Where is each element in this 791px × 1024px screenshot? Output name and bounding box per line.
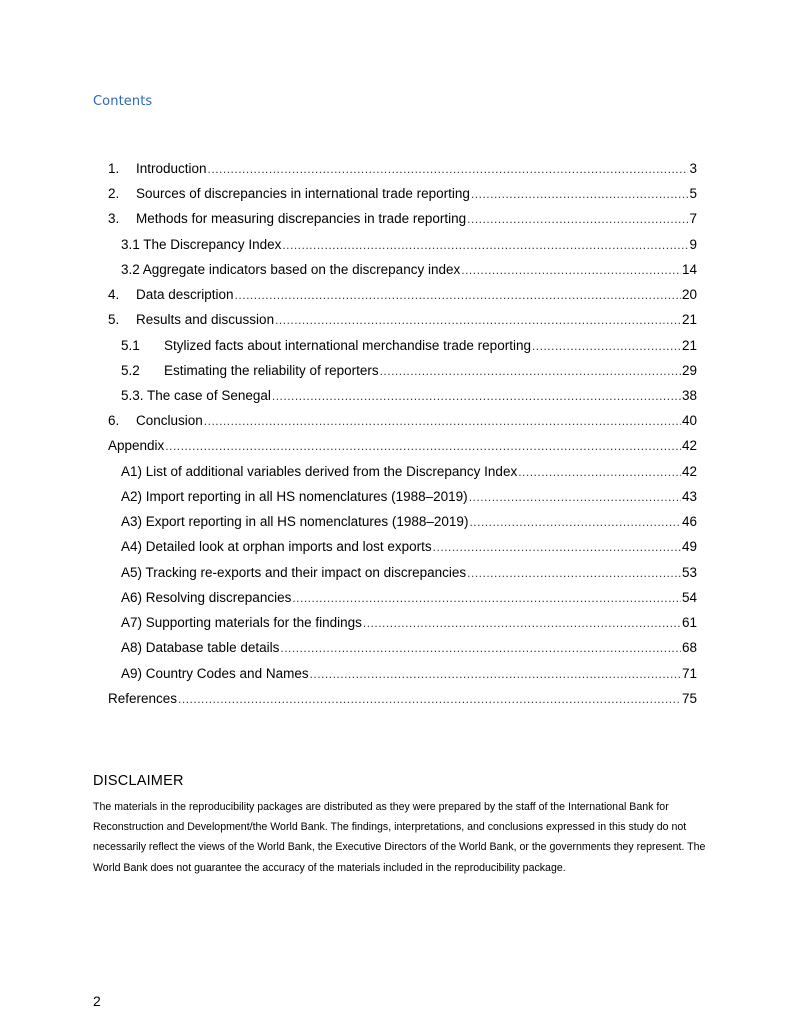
toc-entry-title: A2) Import reporting in all HS nomenclatures (1988–2019) bbox=[121, 489, 468, 504]
toc-entry-a9[interactable] bbox=[121, 666, 697, 682]
toc-leader-dots bbox=[467, 565, 681, 581]
toc-entry-title: Sources of discrepancies in international trade reporting bbox=[136, 186, 470, 201]
toc-leader-dots bbox=[518, 464, 681, 480]
toc-entry-title: A8) Database table details bbox=[121, 640, 280, 655]
toc-entry-title: Data description bbox=[136, 287, 234, 302]
toc-entry-title: References bbox=[108, 691, 178, 706]
toc-entry-title: Results and discussion bbox=[136, 312, 275, 327]
toc-entry-methods[interactable] bbox=[108, 211, 697, 227]
toc-entry-title: A5) Tracking re-exports and their impact on discrepancies bbox=[121, 565, 467, 580]
toc-entry-title: A7) Supporting materials for the findings bbox=[121, 615, 362, 630]
toc-leader-dots bbox=[178, 691, 681, 707]
toc-entry-page: 40 bbox=[681, 413, 697, 428]
toc-entry-page: 61 bbox=[681, 615, 697, 630]
toc-leader-dots bbox=[471, 186, 689, 202]
toc-entry-introduction[interactable] bbox=[108, 161, 697, 177]
toc-entry-sources[interactable] bbox=[108, 186, 697, 202]
toc-entry-title: 3.2 Aggregate indicators based on the discrepancy index bbox=[121, 262, 461, 277]
toc-entry-number: 1. bbox=[108, 161, 120, 176]
toc-entry-a3[interactable] bbox=[121, 514, 697, 530]
toc-entry-references[interactable] bbox=[108, 691, 697, 707]
toc-leader-dots bbox=[380, 363, 681, 379]
toc-entry-page: 7 bbox=[689, 211, 697, 226]
toc-entry-page: 14 bbox=[681, 262, 697, 277]
toc-leader-dots bbox=[469, 489, 681, 505]
toc-leader-dots bbox=[469, 514, 681, 530]
toc-entry-title: Conclusion bbox=[136, 413, 203, 428]
toc-entry-number: 5. bbox=[108, 312, 120, 327]
toc-entry-aggregate-indicators[interactable] bbox=[121, 262, 697, 278]
toc-entry-a7[interactable] bbox=[121, 615, 697, 631]
toc-entry-number: 2. bbox=[108, 186, 120, 201]
toc-entry-page: 21 bbox=[681, 312, 697, 327]
toc-leader-dots bbox=[272, 388, 681, 404]
toc-entry-a4[interactable] bbox=[121, 539, 697, 555]
toc-entry-page: 9 bbox=[689, 237, 697, 252]
contents-heading: Contents bbox=[93, 94, 153, 109]
toc-entry-title: Appendix bbox=[108, 438, 165, 453]
toc-entry-page: 3 bbox=[689, 161, 697, 176]
toc-leader-dots bbox=[363, 615, 681, 631]
toc-entry-page: 42 bbox=[681, 464, 697, 479]
toc-entry-number: 5.2 bbox=[121, 363, 140, 378]
toc-leader-dots bbox=[275, 312, 681, 328]
toc-leader-dots bbox=[532, 338, 681, 354]
toc-entry-results[interactable] bbox=[108, 312, 697, 328]
toc-entry-a8[interactable] bbox=[121, 640, 697, 656]
toc-leader-dots bbox=[208, 161, 689, 177]
toc-entry-page: 53 bbox=[681, 565, 697, 580]
toc-entry-page: 43 bbox=[681, 489, 697, 504]
toc-entry-number: 5.1 bbox=[121, 338, 140, 353]
toc-entry-data-description[interactable] bbox=[108, 287, 697, 303]
toc-entry-a2[interactable] bbox=[121, 489, 697, 505]
toc-entry-page: 49 bbox=[681, 539, 697, 554]
toc-leader-dots bbox=[467, 211, 688, 227]
toc-entry-a5[interactable] bbox=[121, 565, 697, 581]
toc-leader-dots bbox=[461, 262, 681, 278]
toc-entry-title: A3) Export reporting in all HS nomenclatures (1988–2019) bbox=[121, 514, 469, 529]
toc-entry-page: 5 bbox=[689, 186, 697, 201]
toc-leader-dots bbox=[280, 640, 681, 656]
toc-leader-dots bbox=[282, 237, 688, 253]
toc-entry-discrepancy-index[interactable] bbox=[121, 237, 697, 253]
toc-entry-number: 4. bbox=[108, 287, 120, 302]
toc-entry-page: 46 bbox=[681, 514, 697, 529]
toc-entry-page: 71 bbox=[681, 666, 697, 681]
toc-entry-title: Methods for measuring discrepancies in trade reporting bbox=[136, 211, 467, 226]
toc-entry-title: 3.1 The Discrepancy Index bbox=[121, 237, 282, 252]
toc-entry-page: 42 bbox=[681, 438, 697, 453]
toc-leader-dots bbox=[433, 539, 681, 555]
toc-entry-number: 3. bbox=[108, 211, 120, 226]
toc-entry-title: A4) Detailed look at orphan imports and lost exports bbox=[121, 539, 432, 554]
page-number: 2 bbox=[93, 993, 101, 1009]
toc-leader-dots bbox=[292, 590, 681, 606]
toc-entry-reliability[interactable] bbox=[121, 363, 697, 379]
disclaimer-title: DISCLAIMER bbox=[93, 773, 184, 789]
disclaimer-text: The materials in the reproducibility packages are distributed as they were prepared by the staff of the International Bank for Reconstruction and Development/the World Bank. The findings, interpretations, and conclusions expressed in this study do not necessarily reflect the views of the World Bank, the Executive Directors of the World Bank, or the governments they represent. The World Bank does not guarantee the accuracy of the materials included in the reproducibility package. bbox=[93, 801, 706, 874]
toc-entry-title: Introduction bbox=[136, 161, 207, 176]
toc-leader-dots bbox=[235, 287, 681, 303]
toc-entry-page: 29 bbox=[681, 363, 697, 378]
toc-entry-title: 5.3. The case of Senegal bbox=[121, 388, 271, 403]
toc-entry-a6[interactable] bbox=[121, 590, 697, 606]
toc-entry-title: A1) List of additional variables derived from the Discrepancy Index bbox=[121, 464, 518, 479]
toc-leader-dots bbox=[165, 438, 681, 454]
toc-entry-title: A9) Country Codes and Names bbox=[121, 666, 309, 681]
toc-entry-stylized-facts[interactable] bbox=[121, 338, 697, 354]
toc-entry-number: 6. bbox=[108, 413, 120, 428]
toc-leader-dots bbox=[310, 666, 681, 682]
toc-entry-title: Estimating the reliability of reporters bbox=[164, 363, 379, 378]
toc-entry-a1[interactable] bbox=[121, 464, 697, 480]
toc-entry-appendix[interactable] bbox=[108, 438, 697, 454]
toc-entry-title: Stylized facts about international merchandise trade reporting bbox=[164, 338, 531, 353]
toc-entry-title: A6) Resolving discrepancies bbox=[121, 590, 292, 605]
toc-entry-conclusion[interactable] bbox=[108, 413, 697, 429]
toc-entry-page: 54 bbox=[681, 590, 697, 605]
toc-entry-senegal[interactable] bbox=[121, 388, 697, 404]
toc-entry-page: 38 bbox=[681, 388, 697, 403]
toc-entry-page: 75 bbox=[681, 691, 697, 706]
toc-entry-page: 21 bbox=[681, 338, 697, 353]
toc-leader-dots bbox=[204, 413, 681, 429]
toc-entry-page: 20 bbox=[681, 287, 697, 302]
toc-entry-page: 68 bbox=[681, 640, 697, 655]
